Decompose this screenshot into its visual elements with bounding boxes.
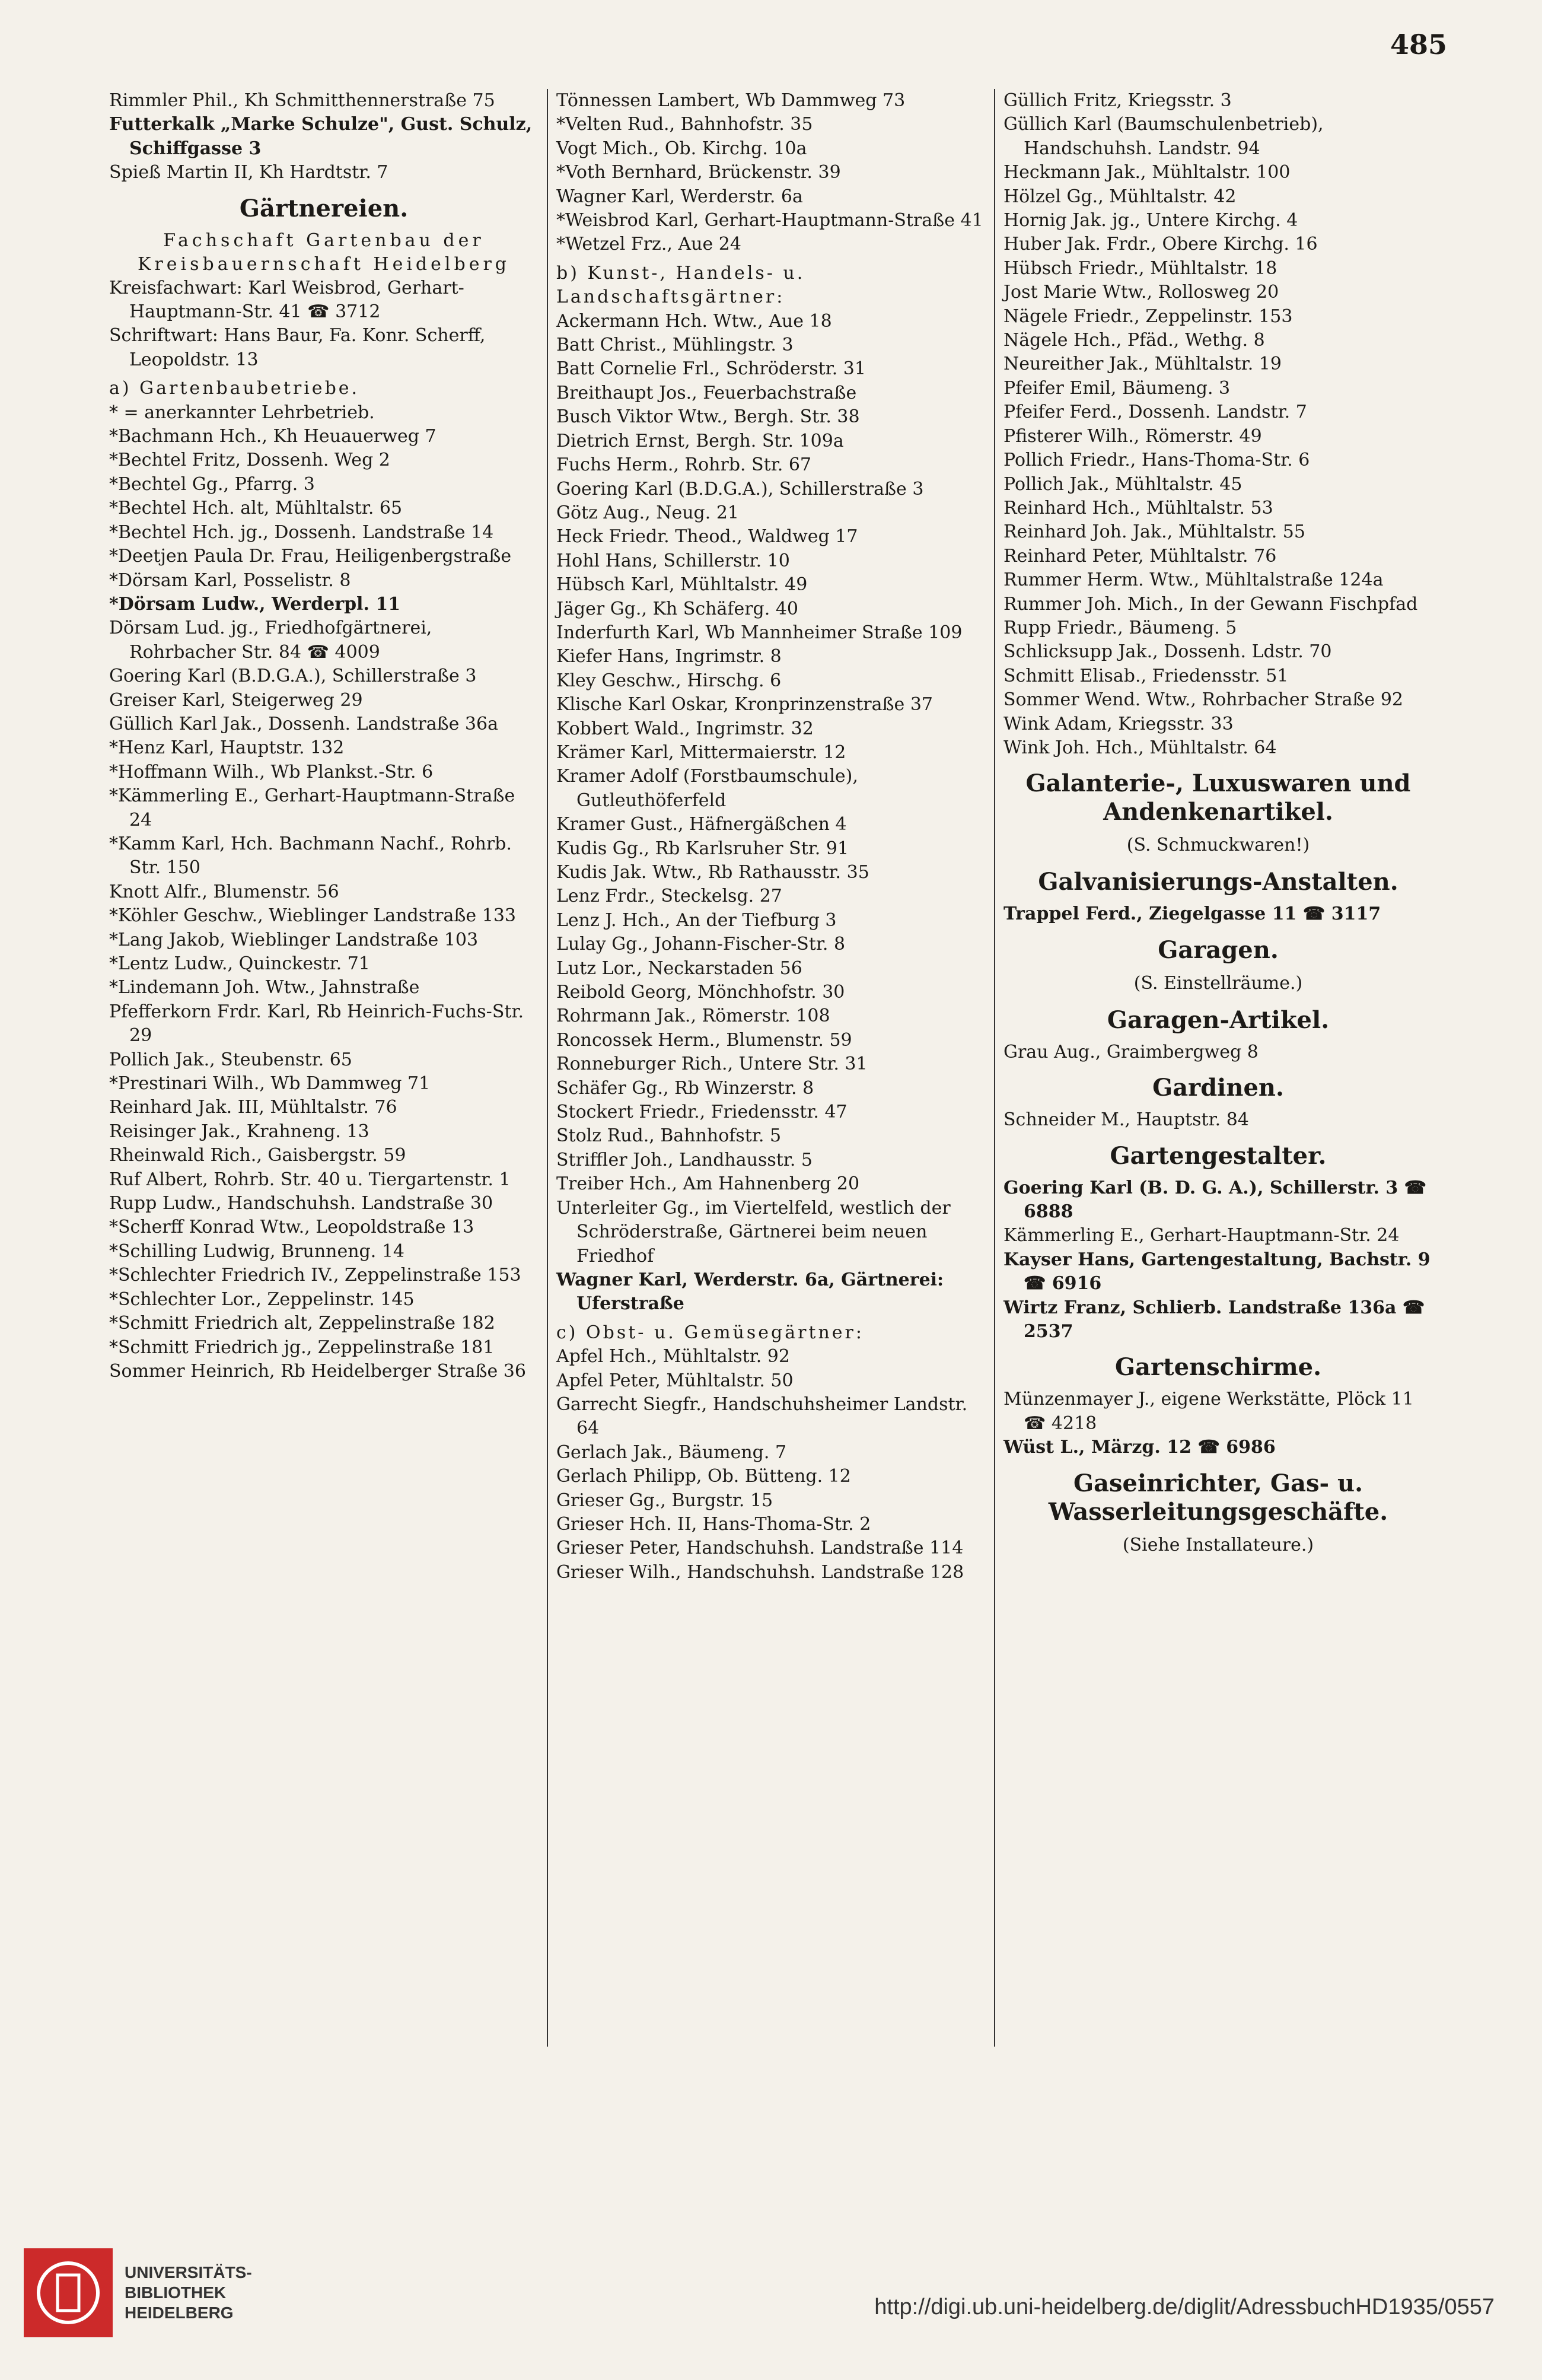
directory-entry: Nägele Hch., Pfäd., Wethg. 8 [1003, 330, 1265, 351]
library-seal-icon [24, 2248, 113, 2337]
directory-entry: *Bachmann Hch., Kh Heuauerweg 7 [109, 426, 437, 447]
cross-reference-note: (S. Einstellräume.) [1133, 972, 1303, 994]
directory-entry: Hübsch Karl, Mühltalstr. 49 [556, 574, 808, 596]
directory-entry: Pfisterer Wilh., Römerstr. 49 [1003, 425, 1262, 447]
directory-entry: Roncossek Herm., Blumenstr. 59 [556, 1029, 852, 1051]
directory-entry: *Henz Karl, Hauptstr. 132 [109, 737, 345, 759]
directory-entry: Münzenmayer J., eigene Werkstätte, Plöck 11 ☎ 4218 [1003, 1389, 1414, 1434]
section-heading: Garagen. [1158, 936, 1279, 964]
directory-entry: Tönnessen Lambert, Wb Dammweg 73 [556, 90, 906, 111]
library-logo [24, 2248, 252, 2337]
directory-entry: Pollich Friedr., Hans-Thoma-Str. 6 [1003, 450, 1310, 471]
directory-entry: *Bechtel Hch. jg., Dossenh. Landstraße 14 [109, 521, 494, 543]
directory-entry: Grieser Hch. II, Hans-Thoma-Str. 2 [556, 1513, 871, 1535]
directory-entry: *Bechtel Fritz, Dossenh. Weg 2 [109, 450, 390, 471]
directory-entry: Striffler Joh., Landhausstr. 5 [556, 1149, 813, 1170]
directory-entry: Sommer Wend. Wtw., Rohrbacher Straße 92 [1003, 689, 1403, 711]
directory-entry: Wirtz Franz, Schlierb. Landstraße 136a ☎ 2537 [1003, 1297, 1425, 1342]
directory-entry: Pfeifer Ferd., Dossenh. Landstr. 7 [1003, 402, 1307, 423]
directory-entry: Schlicksupp Jak., Dossenh. Ldstr. 70 [1003, 641, 1332, 663]
directory-entry: *Schilling Ludwig, Brunneng. 14 [109, 1240, 404, 1262]
directory-entry: Wink Joh. Hch., Mühltalstr. 64 [1003, 737, 1277, 758]
directory-entry: *Wetzel Frz., Aue 24 [556, 234, 741, 255]
directory-entry: Grieser Wilh., Handschuhsh. Landstraße 128 [556, 1561, 964, 1583]
section-heading: Galvanisierungs-Anstalten. [1038, 868, 1398, 896]
directory-entry: *Voth Bernhard, Brückenstr. 39 [556, 162, 841, 183]
category-label: c) Obst- u. Gemüsegärtner: [556, 1322, 865, 1343]
directory-entry: Wagner Karl, Werderstr. 6a [556, 186, 803, 207]
directory-entry: Busch Viktor Wtw., Bergh. Str. 38 [556, 406, 860, 428]
directory-entry: Kramer Gust., Häfnergäßchen 4 [556, 814, 847, 835]
source-url-link[interactable]: http://digi.ub.uni-heidelberg.de/diglit/AdressbuchHD1935/0557 [874, 2295, 1495, 2319]
directory-entry: Reinhard Peter, Mühltalstr. 76 [1003, 545, 1277, 567]
directory-entry: Rimmler Phil., Kh Schmitthennerstraße 75 [109, 90, 495, 111]
directory-entry: Rheinwald Rich., Gaisbergstr. 59 [109, 1145, 406, 1166]
directory-entry: Fuchs Herm., Rohrb. Str. 67 [556, 454, 811, 476]
directory-entry: Grieser Peter, Handschuhsh. Landstraße 114 [556, 1538, 964, 1559]
directory-columns [101, 89, 1441, 2047]
directory-entry: *Deetjen Paula Dr. Frau, Heiligenbergstraße [109, 546, 512, 567]
section-heading: Gartengestalter. [1110, 1141, 1327, 1170]
directory-entry: Spieß Martin II, Kh Hardtstr. 7 [109, 162, 388, 183]
directory-entry: Güllich Karl (Baumschulenbetrieb), Handschuhsh. Landstr. 94 [1003, 114, 1324, 159]
directory-entry: *Schmitt Friedrich alt, Zeppelinstraße 182 [109, 1313, 495, 1334]
directory-entry: Grau Aug., Graimbergweg 8 [1003, 1041, 1259, 1062]
directory-entry: Futterkalk „Marke Schulze", Gust. Schulz, Schiffgasse 3 [109, 114, 533, 159]
directory-entry: * = anerkannter Lehrbetrieb. [109, 402, 375, 423]
section-heading: Gardinen. [1152, 1074, 1284, 1102]
directory-entry: Ronneburger Rich., Untere Str. 31 [556, 1054, 868, 1075]
directory-entry: Gerlach Jak., Bäumeng. 7 [556, 1442, 787, 1463]
directory-entry: Schriftwart: Hans Baur, Fa. Konr. Scherff, Leopoldstr. 13 [109, 325, 486, 370]
directory-entry: Götz Aug., Neug. 21 [556, 502, 739, 523]
directory-entry: Rohrmann Jak., Römerstr. 108 [556, 1006, 830, 1027]
directory-entry: Heck Friedr. Theod., Waldweg 17 [556, 526, 858, 548]
directory-entry: Hölzel Gg., Mühltalstr. 42 [1003, 186, 1237, 207]
library-name-line2: BIBLIOTHEK [125, 2283, 227, 2302]
directory-entry: Dietrich Ernst, Bergh. Str. 109a [556, 430, 844, 451]
directory-entry: Ackermann Hch. Wtw., Aue 18 [556, 310, 832, 332]
section-heading: Gärtnereien. [239, 194, 409, 222]
directory-entry: Greiser Karl, Steigerweg 29 [109, 689, 363, 711]
directory-entry: Rupp Ludw., Handschuhsh. Landstraße 30 [109, 1193, 493, 1214]
directory-entry: *Hoffmann Wilh., Wb Plankst.-Str. 6 [109, 761, 434, 782]
directory-entry: *Schmitt Friedrich jg., Zeppelinstraße 181 [109, 1337, 495, 1358]
directory-entry: *Lindemann Joh. Wtw., Jahnstraße [109, 977, 420, 998]
cross-reference-note: (Siehe Installateure.) [1122, 1534, 1314, 1555]
directory-entry: Dörsam Lud. jg., Friedhofgärtnerei, Rohrbacher Str. 84 ☎ 4009 [109, 618, 432, 663]
section-heading: Garagen-Artikel. [1107, 1006, 1330, 1034]
section-heading: Gartenschirme. [1114, 1353, 1322, 1382]
directory-entry: Schmitt Elisab., Friedensstr. 51 [1003, 665, 1289, 686]
page-number: 485 [1390, 28, 1447, 61]
directory-entry: Lenz Frdr., Steckelsg. 27 [556, 886, 782, 907]
directory-entry: Jost Marie Wtw., Rollosweg 20 [1003, 282, 1279, 303]
directory-entry: *Schlechter Friedrich IV., Zeppelinstraße 153 [109, 1265, 521, 1286]
directory-entry: Knott Alfr., Blumenstr. 56 [109, 881, 339, 902]
category-label: a) Gartenbaubetriebe. [109, 378, 360, 399]
library-name-line1: UNIVERSITÄTS- [125, 2263, 252, 2282]
directory-entry: Wagner Karl, Werderstr. 6a, Gärtnerei: Uferstraße [556, 1269, 944, 1315]
directory-entry: *Bechtel Gg., Pfarrg. 3 [109, 473, 315, 495]
directory-entry: Garrecht Siegfr., Handschuhsheimer Landstr. 64 [556, 1393, 968, 1439]
directory-entry: Reinhard Jak. III, Mühltalstr. 76 [109, 1097, 397, 1118]
section-heading: Gaseinrichter, Gas- u. Wasserleitungsgeschäfte. [1048, 1469, 1388, 1526]
directory-entry: Krämer Karl, Mittermaierstr. 12 [556, 742, 846, 763]
directory-entry: Inderfurth Karl, Wb Mannheimer Straße 109 [556, 622, 963, 643]
directory-entry: Kämmerling E., Gerhart-Hauptmann-Str. 24 [1003, 1225, 1400, 1246]
directory-entry: Kiefer Hans, Ingrimstr. 8 [556, 646, 782, 667]
directory-entry: Schäfer Gg., Rb Winzerstr. 8 [556, 1077, 814, 1099]
directory-entry: Schneider M., Hauptstr. 84 [1003, 1109, 1249, 1131]
directory-entry: Klische Karl Oskar, Kronprinzenstraße 37 [556, 694, 934, 715]
directory-entry: Kayser Hans, Gartengestaltung, Bachstr. 9 ☎ 6916 [1003, 1249, 1431, 1294]
directory-entry: Kudis Gg., Rb Karlsruher Str. 91 [556, 838, 849, 859]
directory-entry: Güllich Fritz, Kriegsstr. 3 [1003, 90, 1232, 111]
directory-entry: Güllich Karl Jak., Dossenh. Landstraße 36a [109, 713, 498, 734]
directory-entry: Grieser Gg., Burgstr. 15 [556, 1490, 773, 1511]
directory-entry: Wüst L., Märzg. 12 ☎ 6986 [1003, 1437, 1276, 1458]
directory-entry: Unterleiter Gg., im Viertelfeld, westlich der Schröderstraße, Gärtnerei beim neuen Friedhof [556, 1197, 951, 1267]
directory-entry: *Lang Jakob, Wieblinger Landstraße 103 [109, 929, 479, 950]
directory-entry: *Lentz Ludw., Quinckestr. 71 [109, 953, 370, 974]
column-left [101, 89, 548, 2047]
directory-entry: Kreisfachwart: Karl Weisbrod, Gerhart-Hauptmann-Str. 41 ☎ 3712 [109, 277, 464, 323]
directory-entry: Vogt Mich., Ob. Kirchg. 10a [556, 138, 807, 159]
directory-entry: Pollich Jak., Mühltalstr. 45 [1003, 473, 1242, 495]
directory-entry: Sommer Heinrich, Rb Heidelberger Straße 36 [109, 1360, 526, 1382]
directory-entry: Kley Geschw., Hirschg. 6 [556, 670, 782, 691]
directory-entry: *Köhler Geschw., Wieblinger Landstraße 133 [109, 905, 516, 927]
directory-entry: Ruf Albert, Rohrb. Str. 40 u. Tiergartenstr. 1 [109, 1169, 511, 1190]
directory-entry: Treiber Hch., Am Hahnenberg 20 [556, 1173, 860, 1195]
directory-entry: *Schlechter Lor., Zeppelinstr. 145 [109, 1288, 415, 1310]
directory-entry: Pfefferkorn Frdr. Karl, Rb Heinrich-Fuchs-Str. 29 [109, 1001, 524, 1046]
directory-entry: Huber Jak. Frdr., Obere Kirchg. 16 [1003, 234, 1318, 255]
directory-entry: Apfel Hch., Mühltalstr. 92 [556, 1346, 790, 1367]
cross-reference-note: (S. Schmuckwaren!) [1126, 835, 1310, 856]
directory-entry: Stockert Friedr., Friedensstr. 47 [556, 1102, 848, 1123]
directory-entry: Lutz Lor., Neckarstaden 56 [556, 957, 802, 979]
category-label: b) Kunst-, Handels- u. Landschaftsgärtner: [556, 262, 805, 308]
directory-entry: Goering Karl (B.D.G.A.), Schillerstraße 3 [109, 666, 477, 687]
directory-entry: Neureither Jak., Mühltalstr. 19 [1003, 354, 1282, 375]
directory-entry: Reinhard Hch., Mühltalstr. 53 [1003, 497, 1273, 518]
directory-entry: Apfel Peter, Mühltalstr. 50 [556, 1370, 794, 1391]
directory-entry: Goering Karl (B. D. G. A.), Schillerstr. 3 ☎ 6888 [1003, 1177, 1427, 1222]
directory-entry: Hübsch Friedr., Mühltalstr. 18 [1003, 257, 1277, 279]
directory-entry: *Prestinari Wilh., Wb Dammweg 71 [109, 1073, 431, 1094]
section-heading: Galanterie-, Luxuswaren und Andenkenartikel. [1025, 769, 1411, 826]
directory-entry: *Velten Rud., Bahnhofstr. 35 [556, 114, 813, 135]
directory-entry: Pfeifer Emil, Bäumeng. 3 [1003, 377, 1231, 399]
directory-entry: Goering Karl (B.D.G.A.), Schillerstraße 3 [556, 478, 924, 499]
directory-entry: Reinhard Joh. Jak., Mühltalstr. 55 [1003, 521, 1305, 543]
directory-entry: Kobbert Wald., Ingrimstr. 32 [556, 718, 814, 739]
directory-entry: Nägele Friedr., Zeppelinstr. 153 [1003, 306, 1293, 327]
directory-entry: Hohl Hans, Schillerstr. 10 [556, 550, 790, 571]
section-subheading: Fachschaft Gartenbau der Kreisbauernschaft Heidelberg [138, 230, 510, 275]
directory-entry: Rummer Herm. Wtw., Mühltalstraße 124a [1003, 569, 1384, 591]
library-name [125, 2263, 252, 2323]
directory-entry: Breithaupt Jos., Feuerbachstraße [556, 382, 857, 403]
directory-entry: Wink Adam, Kriegsstr. 33 [1003, 713, 1234, 734]
directory-entry: Batt Cornelie Frl., Schröderstr. 31 [556, 358, 866, 380]
directory-entry: Trappel Ferd., Ziegelgasse 11 ☎ 3117 [1003, 903, 1381, 925]
directory-entry: *Bechtel Hch. alt, Mühltalstr. 65 [109, 498, 403, 519]
directory-entry: Lulay Gg., Johann-Fischer-Str. 8 [556, 934, 846, 955]
directory-entry: Rummer Joh. Mich., In der Gewann Fischpfad [1003, 593, 1418, 615]
directory-entry: Reisinger Jak., Krahneng. 13 [109, 1121, 369, 1142]
directory-entry: *Scherff Konrad Wtw., Leopoldstraße 13 [109, 1217, 474, 1238]
column-right [995, 89, 1441, 2047]
directory-entry: Rupp Friedr., Bäumeng. 5 [1003, 617, 1237, 638]
column-middle [548, 89, 995, 2047]
directory-entry: *Kamm Karl, Hch. Bachmann Nachf., Rohrb. Str. 150 [109, 833, 512, 879]
directory-entry: *Dörsam Ludw., Werderpl. 11 [109, 593, 401, 615]
directory-entry: *Kämmerling E., Gerhart-Hauptmann-Straße 24 [109, 785, 515, 831]
directory-entry: Reibold Georg, Mönchhofstr. 30 [556, 982, 845, 1003]
directory-entry: Batt Christ., Mühlingstr. 3 [556, 335, 794, 356]
directory-entry: Stolz Rud., Bahnhofstr. 5 [556, 1125, 782, 1147]
directory-entry: Hornig Jak. jg., Untere Kirchg. 4 [1003, 210, 1298, 231]
directory-entry: Kramer Adolf (Forstbaumschule), Gutleuthöferfeld [556, 766, 858, 811]
directory-entry: Gerlach Philipp, Ob. Bütteng. 12 [556, 1466, 851, 1487]
directory-entry: Pollich Jak., Steubenstr. 65 [109, 1049, 352, 1070]
directory-entry: *Weisbrod Karl, Gerhart-Hauptmann-Straße 41 [556, 210, 983, 231]
directory-entry: *Dörsam Karl, Posselistr. 8 [109, 569, 351, 591]
directory-entry: Lenz J. Hch., An der Tiefburg 3 [556, 909, 837, 931]
library-name-line3: HEIDELBERG [125, 2303, 234, 2322]
directory-entry: Heckmann Jak., Mühltalstr. 100 [1003, 162, 1291, 183]
directory-entry: Jäger Gg., Kh Schäferg. 40 [556, 598, 799, 619]
directory-entry: Kudis Jak. Wtw., Rb Rathausstr. 35 [556, 862, 869, 883]
